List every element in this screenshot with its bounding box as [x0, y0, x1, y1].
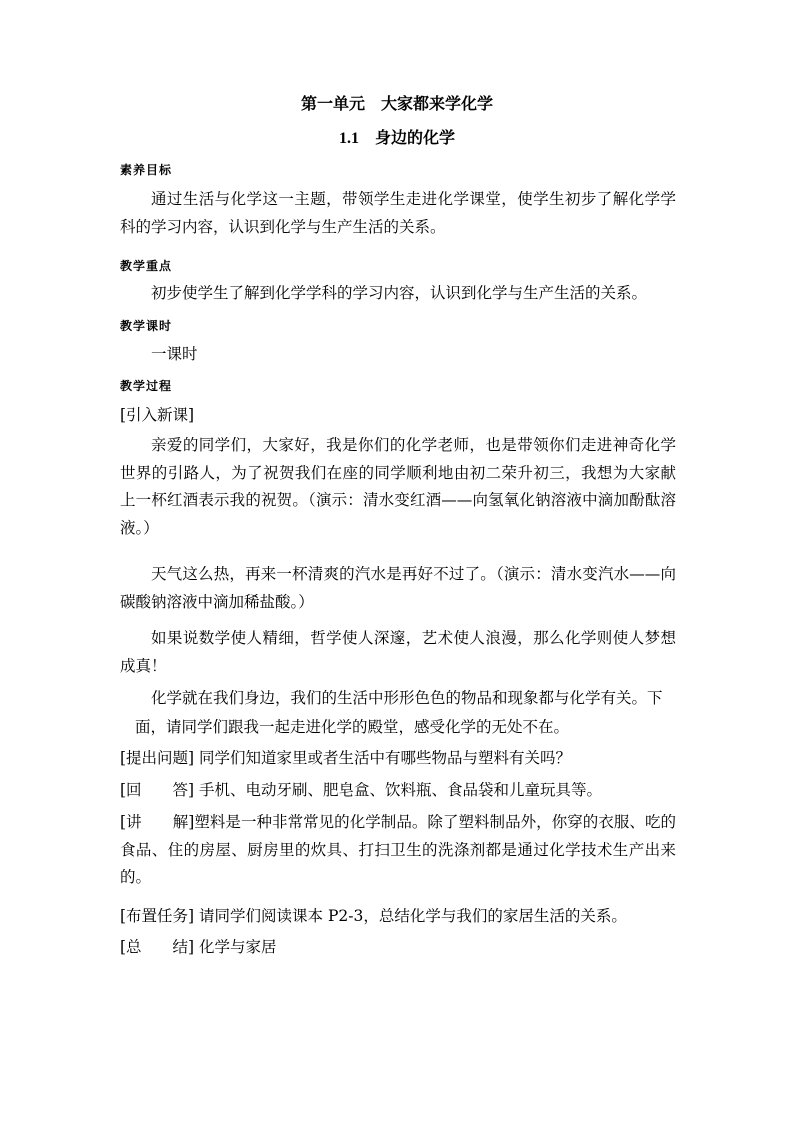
- intro-paragraph-1: 亲爱的同学们，大家好，我是你们的化学老师，也是带领你们走进神奇化学世界的引路人，为了祝贺我们在座的同学顺利地由初二荣升初三，我想为大家献上一杯红酒表示我的祝贺。（演示：清水变红酒——向氢氧化钠溶液中滴加酚酞溶液。）: [120, 436, 676, 537]
- intro-paragraph-3: 如果说数学使人精细，哲学使人深邃，艺术使人浪漫，那么化学则使人梦想成真！: [120, 629, 676, 675]
- goals-paragraph: 通过生活与化学这一主题，带领学生走进化学课堂，使学生初步了解化学学科的学习内容，认识到化学与生产生活的关系。: [120, 190, 676, 236]
- intro-paragraph-2: 天气这么热，再来一杯清爽的汽水是再好不过了。（演示：清水变汽水——向碳酸钠溶液中滴加稀盐酸。）: [120, 565, 676, 611]
- task-tag: [布置任务]: [120, 907, 195, 925]
- explain-tag: [讲 解]: [120, 813, 195, 831]
- answer-tag: [回 答]: [120, 781, 195, 799]
- hours-paragraph: 一课时: [151, 345, 198, 363]
- summary-text: 化学与家居: [199, 938, 277, 956]
- summary-line: [120, 934, 680, 962]
- unit-title: 第一单元 大家都来学化学: [300, 96, 493, 113]
- intro-paragraph-4-line-1: 化学就在我们身边，我们的生活中形形色色的物品和现象都与化学有关。下: [151, 689, 663, 707]
- question-tag: [提出问题]: [120, 749, 195, 767]
- answer-text: 手机、电动牙刷、肥皂盒、饮料瓶、食品袋和儿童玩具等。: [199, 781, 603, 799]
- explain-paragraph: [120, 809, 676, 892]
- explain-text: 塑料是一种非常常见的化学制品。除了塑料制品外，你穿的衣服、吃的食品、住的房屋、厨房里的炊具、打扫卫生的洗涤剂都是通过化学技术生产出来的。: [120, 813, 676, 886]
- intro-tag: [引入新课]: [120, 406, 195, 424]
- question-line: [120, 745, 680, 773]
- heading-process: 教学过程: [120, 379, 173, 393]
- intro-paragraph-4-line-2: 面，请同学们跟我一起走进化学的殿堂，感受化学的无处不在。: [135, 718, 570, 736]
- focus-paragraph: 初步使学生了解到化学学科的学习内容，认识到化学与生产生活的关系。: [151, 284, 648, 302]
- heading-goals: 素养目标: [120, 163, 173, 177]
- answer-line: [120, 777, 680, 805]
- heading-focus: 教学重点: [120, 259, 173, 273]
- task-line: [120, 903, 680, 931]
- summary-tag: [总 结]: [120, 938, 195, 956]
- task-text: 请同学们阅读课本 P2-3，总结化学与我们的家居生活的关系。: [199, 907, 627, 925]
- heading-hours: 教学课时: [120, 319, 173, 333]
- question-text: 同学们知道家里或者生活中有哪些物品与塑料有关吗？: [199, 749, 572, 767]
- lesson-title: 1.1 身边的化学: [338, 130, 455, 147]
